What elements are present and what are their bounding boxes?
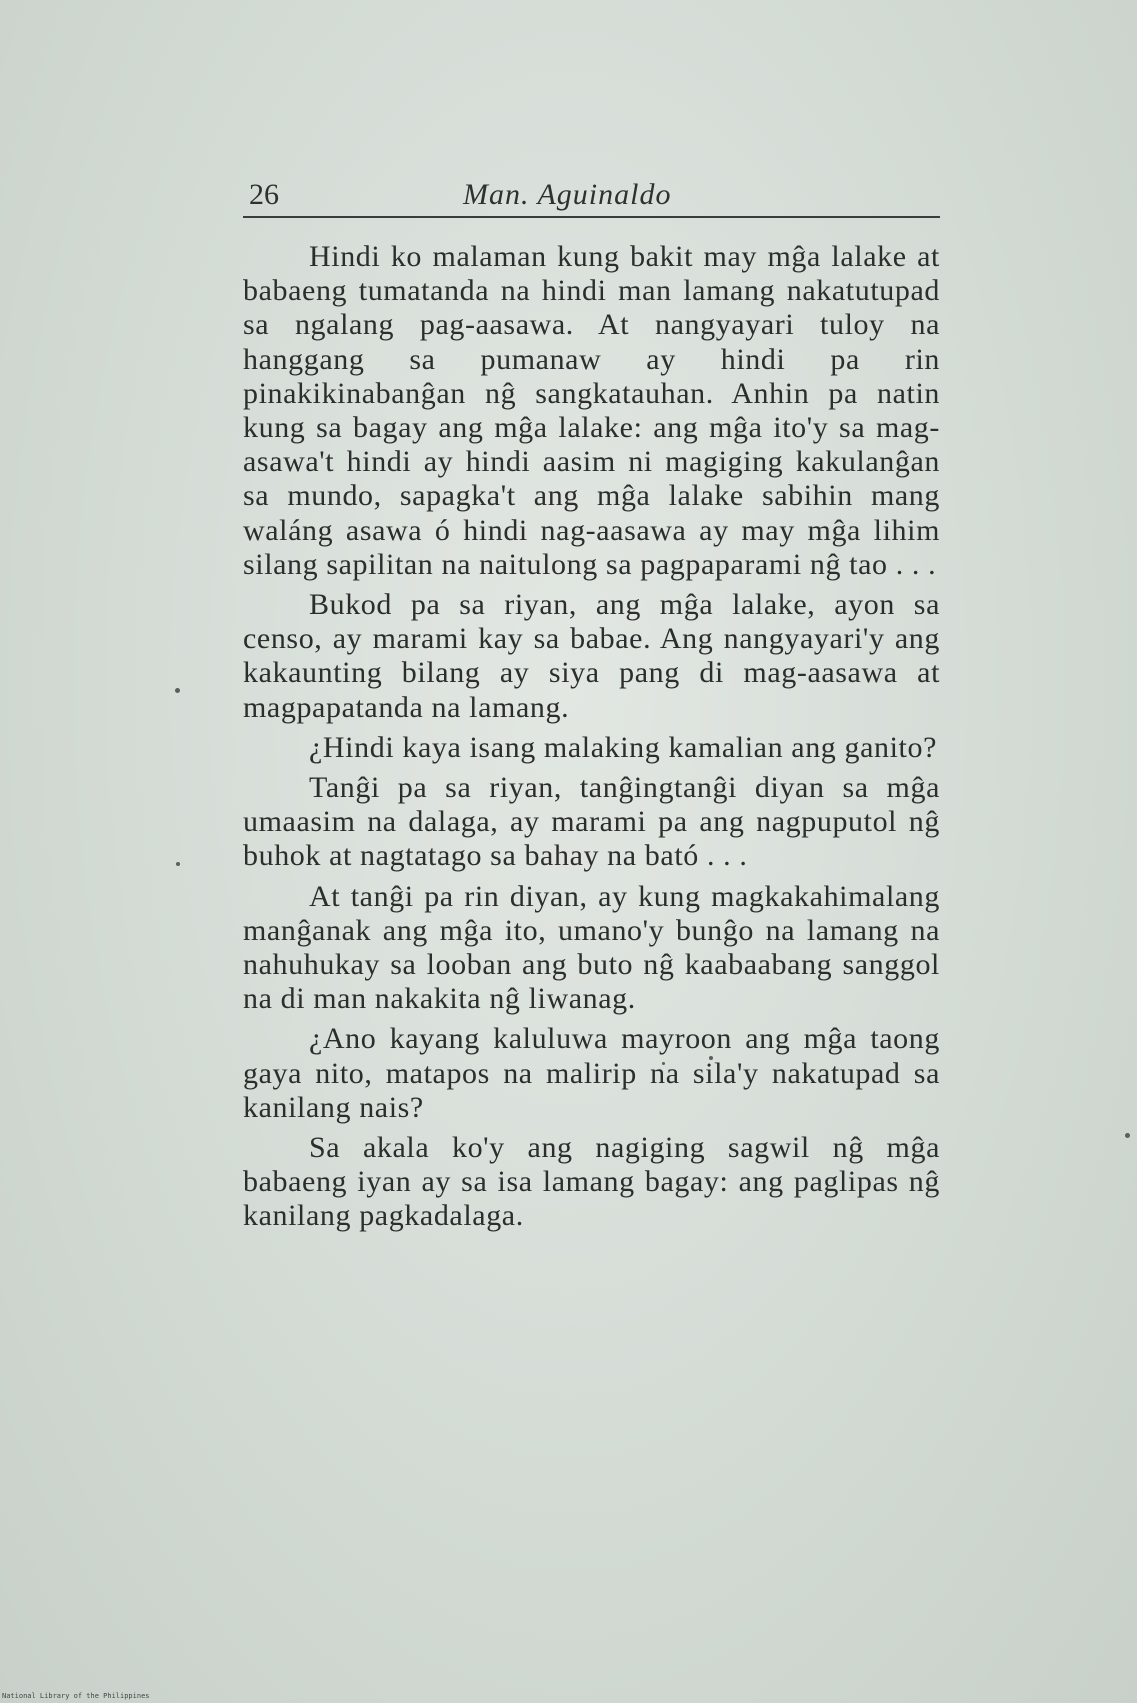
running-head: Man. Aguinaldo bbox=[463, 178, 672, 211]
page-number: 26 bbox=[249, 178, 279, 211]
body-text bbox=[243, 240, 940, 1240]
paragraph: At tanĝi pa rin diyan, ay kung magkakahimalang manĝanak ang mĝa ito, umano'y bunĝo na lamang na nahuhukay sa looban ang buto nĝ kaabaabang sanggol na di man nakakita nĝ liwanag. bbox=[243, 879, 940, 1016]
paragraph: ¿Ano kayang kaluluwa mayroon ang mĝa taong gaya nito, matapos na malirip na sila'y nakatupad sa kanilang nais? bbox=[243, 1022, 940, 1124]
paragraph: Hindi ko malaman kung bakit may mĝa lalake at babaeng tumatanda na hindi man lamang nakatutupad sa ngalang pag-aasawa. At nangyayari tuloy na hanggang sa pumanaw ay hindi pa rin pinakikinabanĝan nĝ sangkatauhan. Anhin pa natin kung sa bagay ang mĝa lalake: ang mĝa ito'y sa mag-asawa't hindi ay hindi aasim ni magiging kakulanĝan sa mundo, sapagka't ang mĝa lalake sabihin mang waláng asawa ó hindi nag-aasawa ay may mĝa lihim silang sapilitan na naitulong sa pagpaparami nĝ tao . . . bbox=[243, 240, 940, 581]
page-header bbox=[243, 172, 940, 218]
scan-speck bbox=[175, 688, 180, 693]
paragraph: ¿Hindi kaya isang malaking kamalian ang ganito? bbox=[309, 730, 938, 764]
scan-speck bbox=[1125, 1133, 1130, 1138]
paragraph: Bukod pa sa riyan, ang mĝa lalake, ayon sa censo, ay marami kay sa babae. Ang nangyayari'y ang kakaunting bilang ay siya pang di mag-aasawa at magpapatanda na lamang. bbox=[243, 588, 940, 724]
scan-speck bbox=[176, 862, 180, 866]
book-page bbox=[243, 160, 940, 1520]
library-credit: National Library of the Philippines bbox=[2, 1692, 150, 1700]
paragraph: Sa akala ko'y ang nagiging sagwil nĝ mĝa babaeng iyan ay sa isa lamang bagay: ang paglipas nĝ kanilang pagkadalaga. bbox=[243, 1131, 940, 1233]
paragraph: Tanĝi pa sa riyan, tanĝingtanĝi diyan sa mĝa umaasim na dalaga, ay marami pa ang nagpuputol nĝ buhok at nagtatago sa bahay na bató . . . bbox=[243, 771, 940, 873]
